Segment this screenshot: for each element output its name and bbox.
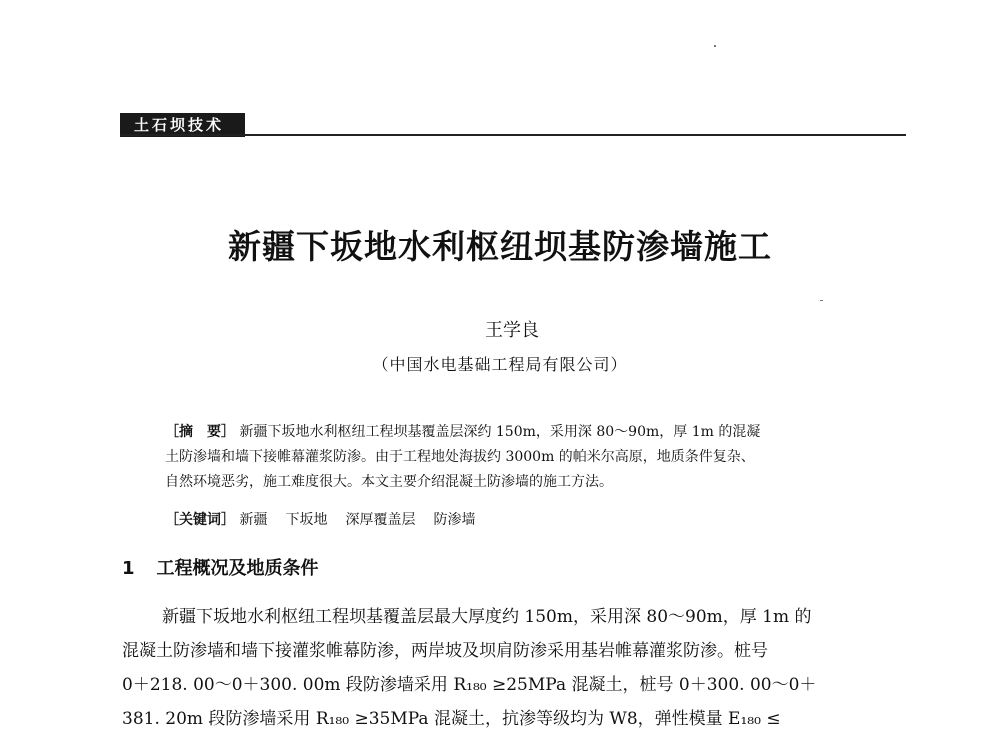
body-text xyxy=(122,600,908,736)
scan-speck xyxy=(714,45,716,47)
keywords-label: ［关键词］ xyxy=(165,512,235,528)
keyword: 深厚覆盖层 xyxy=(345,512,416,528)
abstract xyxy=(165,420,880,495)
keyword: 下坂地 xyxy=(285,512,328,528)
keywords xyxy=(165,508,880,533)
scan-speck xyxy=(820,300,823,301)
section-title: 工程概况及地质条件 xyxy=(156,558,319,579)
article-title: 新疆下坂地水利枢纽坝基防渗墙施工 xyxy=(228,227,772,266)
abstract-line: 自然环境恶劣，施工难度很大。本文主要介绍混凝土防渗墙的施工方法。 xyxy=(165,474,613,490)
body-line: 0＋218. 00～0＋300. 00m 段防渗墙采用 R₁₈₀ ≥25MPa 混凝土，桩号 0＋300. 00～0＋ xyxy=(122,675,817,695)
section-tag: 土石坝技术 xyxy=(120,113,245,137)
section-heading xyxy=(122,555,319,583)
abstract-text: 新疆下坂地水利枢纽工程坝基覆盖层深约 150m，采用深 80～90m，厚 1m 的混凝 xyxy=(239,424,761,440)
body-line: 混凝土防渗墙和墙下接灌浆帷幕防渗，两岸坡及坝肩防渗采用基岩帷幕灌浆防渗。桩号 xyxy=(122,641,768,661)
keyword: 防渗墙 xyxy=(433,512,476,528)
body-line: 381. 20m 段防渗墙采用 R₁₈₀ ≥35MPa 混凝土，抗渗等级均为 W8，弹性模量 E₁₈₀ ≤ xyxy=(122,709,781,729)
keyword: 新疆 xyxy=(239,512,268,528)
abstract-label: ［摘 要］ xyxy=(165,424,235,440)
author-affiliation: （中国水电基础工程局有限公司） xyxy=(372,355,628,374)
abstract-line xyxy=(165,420,880,445)
abstract-line: 土防渗墙和墙下接帷幕灌浆防渗。由于工程地处海拔约 3000m 的帕米尔高原，地质条件复杂、 xyxy=(165,449,755,465)
author-name: 王学良 xyxy=(485,320,539,341)
section-number: 1 xyxy=(122,558,135,579)
header-rule xyxy=(120,134,906,136)
body-line: 新疆下坂地水利枢纽工程坝基覆盖层最大厚度约 150m，采用深 80～90m，厚 1m 的 xyxy=(162,607,812,627)
